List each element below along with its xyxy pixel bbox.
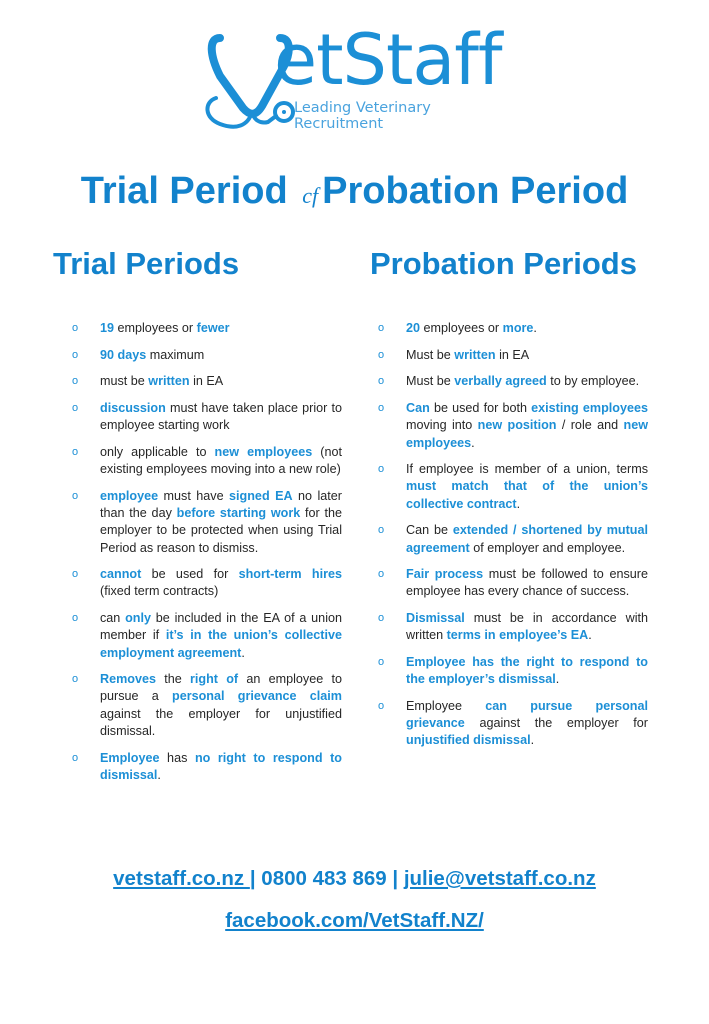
highlight-text: Dismissal (406, 611, 465, 626)
facebook-link[interactable]: facebook.com/VetStaff.NZ/ (225, 909, 484, 932)
contact-line (0, 866, 709, 892)
email-link[interactable]: julie@vetstaff.co.nz (403, 867, 596, 890)
highlight-text: written (454, 347, 496, 362)
list-item (72, 671, 343, 740)
probation-list (378, 320, 648, 759)
highlight-text: new employees (214, 445, 313, 460)
bullet-icon: o (72, 348, 79, 361)
list-item (378, 654, 648, 688)
body-text: be included in the EA of a union member if (100, 611, 342, 643)
body-text: must have (158, 488, 230, 503)
highlight-text: Removes (100, 672, 157, 687)
brand-name: etStaff (274, 19, 502, 101)
list-item (72, 610, 343, 662)
highlight-text: before starting work (176, 506, 301, 521)
body-text: an employee to pursue a (100, 672, 342, 704)
body-text: must be followed to ensure employee has every chance of success. (406, 567, 648, 599)
vetstaff-logo (198, 19, 508, 138)
bullet-icon: o (72, 673, 79, 686)
phone-text: | 0800 483 869 | (249, 867, 404, 890)
body-text: must have taken place prior to employee starting work (100, 401, 342, 433)
list-item (378, 566, 648, 600)
highlight-text: it’s in the union’s collective employment agreement (100, 628, 343, 660)
highlight-text: employee (100, 488, 159, 503)
list-item (72, 320, 342, 337)
list-item (378, 461, 648, 513)
body-text: of employer and employee. (469, 540, 626, 555)
body-text: in EA (189, 374, 224, 389)
body-text: the (156, 672, 191, 687)
highlight-text: written (148, 374, 190, 389)
highlight-text: more (502, 321, 534, 335)
body-text: must be in accordance with written (406, 611, 648, 643)
highlight-text: new position (477, 418, 557, 433)
highlight-text: only (125, 611, 151, 626)
highlight-text: 20 (406, 321, 421, 335)
body-text: to by employee. (546, 374, 640, 389)
facebook-line (0, 908, 709, 934)
list-item (378, 400, 648, 452)
body-text: . (516, 496, 521, 511)
title-cf: cf (302, 183, 319, 208)
body-text: Can be (406, 523, 453, 538)
highlight-text: no right to respond to dismissal (100, 750, 342, 782)
list-item (378, 347, 648, 364)
bullet-icon: o (378, 375, 385, 388)
highlight-text: unjustified dismissal (406, 733, 531, 748)
list-item (72, 444, 342, 478)
bullet-icon: o (72, 446, 79, 459)
list-item (72, 347, 342, 364)
body-text: Employee (406, 698, 486, 713)
body-text: be used for (141, 567, 239, 582)
body-text: . (555, 672, 560, 687)
highlight-text: extended / shortened by mutual agreement (406, 523, 648, 555)
tagline (294, 100, 431, 132)
body-text: (fixed term contracts) (100, 584, 219, 599)
title-probation: Probation Period (322, 170, 629, 212)
bullet-icon: o (378, 612, 385, 625)
list-item (378, 698, 648, 750)
list-item (378, 610, 648, 644)
body-text: (not existing employees moving into a new role) (100, 445, 342, 477)
bullet-icon: o (72, 568, 79, 581)
highlight-text: 90 days (100, 347, 147, 362)
body-text: employees or (420, 321, 503, 335)
page-title (0, 168, 709, 219)
bullet-icon: o (378, 402, 385, 415)
body-text: maximum (146, 347, 205, 362)
highlight-text: signed EA (229, 488, 293, 503)
body-text: must be (100, 374, 149, 389)
body-text: . (588, 628, 592, 643)
bullet-icon: o (378, 699, 385, 712)
body-text: employees or (114, 321, 197, 335)
body-text: . (471, 435, 475, 450)
body-text: in EA (495, 347, 530, 362)
highlight-text: Employee (100, 750, 160, 765)
bullet-icon: o (378, 656, 385, 669)
highlight-text: Fair process (406, 567, 484, 582)
body-text: / role and (556, 418, 624, 433)
bullet-icon: o (378, 524, 385, 537)
body-text: If employee is member of a union, terms (406, 462, 648, 477)
highlight-text: Can (406, 401, 430, 416)
tagline-line-2: Recruitment (294, 116, 384, 132)
body-text: . (530, 733, 535, 748)
probation-heading: Probation Periods (370, 246, 637, 281)
highlight-text: short-term hires (238, 567, 342, 582)
list-item (72, 373, 342, 390)
list-item (378, 373, 648, 390)
body-text: against the employer for (464, 716, 648, 731)
highlight-text: right of (190, 672, 239, 687)
website-link[interactable]: vetstaff.co.nz (113, 867, 250, 890)
body-text: Must be (406, 347, 455, 362)
highlight-text: must match that of the union’s collective contract (406, 479, 648, 511)
bullet-icon: o (72, 322, 79, 334)
highlight-text: terms in employee’s EA (446, 628, 589, 643)
list-item (72, 488, 342, 557)
highlight-text: new employees (406, 418, 648, 450)
body-text: be used for both (429, 401, 532, 416)
body-text: only applicable to (100, 445, 215, 460)
body-text: has (159, 750, 195, 765)
bullet-icon: o (378, 568, 385, 581)
list-item (72, 400, 342, 434)
highlight-text: personal grievance claim (172, 689, 343, 704)
body-text: . (533, 321, 537, 335)
bullet-icon: o (378, 322, 385, 334)
highlight-text: Employee has the right to respond to the employer’s dismissal (406, 655, 648, 687)
title-trial: Trial Period (80, 170, 288, 212)
list-item (378, 320, 648, 337)
trial-heading: Trial Periods (53, 246, 240, 281)
body-text: . (241, 645, 245, 660)
body-text: no later than the day (100, 488, 342, 521)
tagline-line-1: Leading Veterinary (294, 100, 431, 116)
highlight-text: discussion (100, 401, 166, 416)
trial-list (72, 320, 343, 793)
highlight-text: 19 (100, 321, 115, 335)
highlight-text: fewer (196, 321, 230, 335)
body-text: . (157, 767, 161, 782)
bullet-icon: o (72, 612, 79, 625)
list-item (72, 750, 342, 784)
bullet-icon: o (378, 463, 385, 476)
highlight-text: existing employees (531, 401, 648, 416)
highlight-text: verbally agreed (454, 374, 547, 389)
bullet-icon: o (378, 348, 385, 361)
bullet-icon: o (72, 489, 79, 502)
list-item (378, 522, 648, 556)
highlight-text: cannot (100, 567, 142, 582)
bullet-icon: o (72, 402, 79, 415)
body-text: can (100, 611, 126, 626)
body-text: Must be (406, 374, 455, 389)
body-text: for the employer to be protected when using Trial Period as reason to dismiss. (100, 506, 342, 555)
body-text: moving into (406, 418, 478, 433)
highlight-text: can pursue personal grievance (406, 698, 648, 731)
bullet-icon: o (72, 751, 79, 764)
body-text: against the employer for unjustified dismissal. (100, 706, 342, 738)
list-item (72, 566, 342, 600)
bullet-icon: o (72, 375, 79, 388)
